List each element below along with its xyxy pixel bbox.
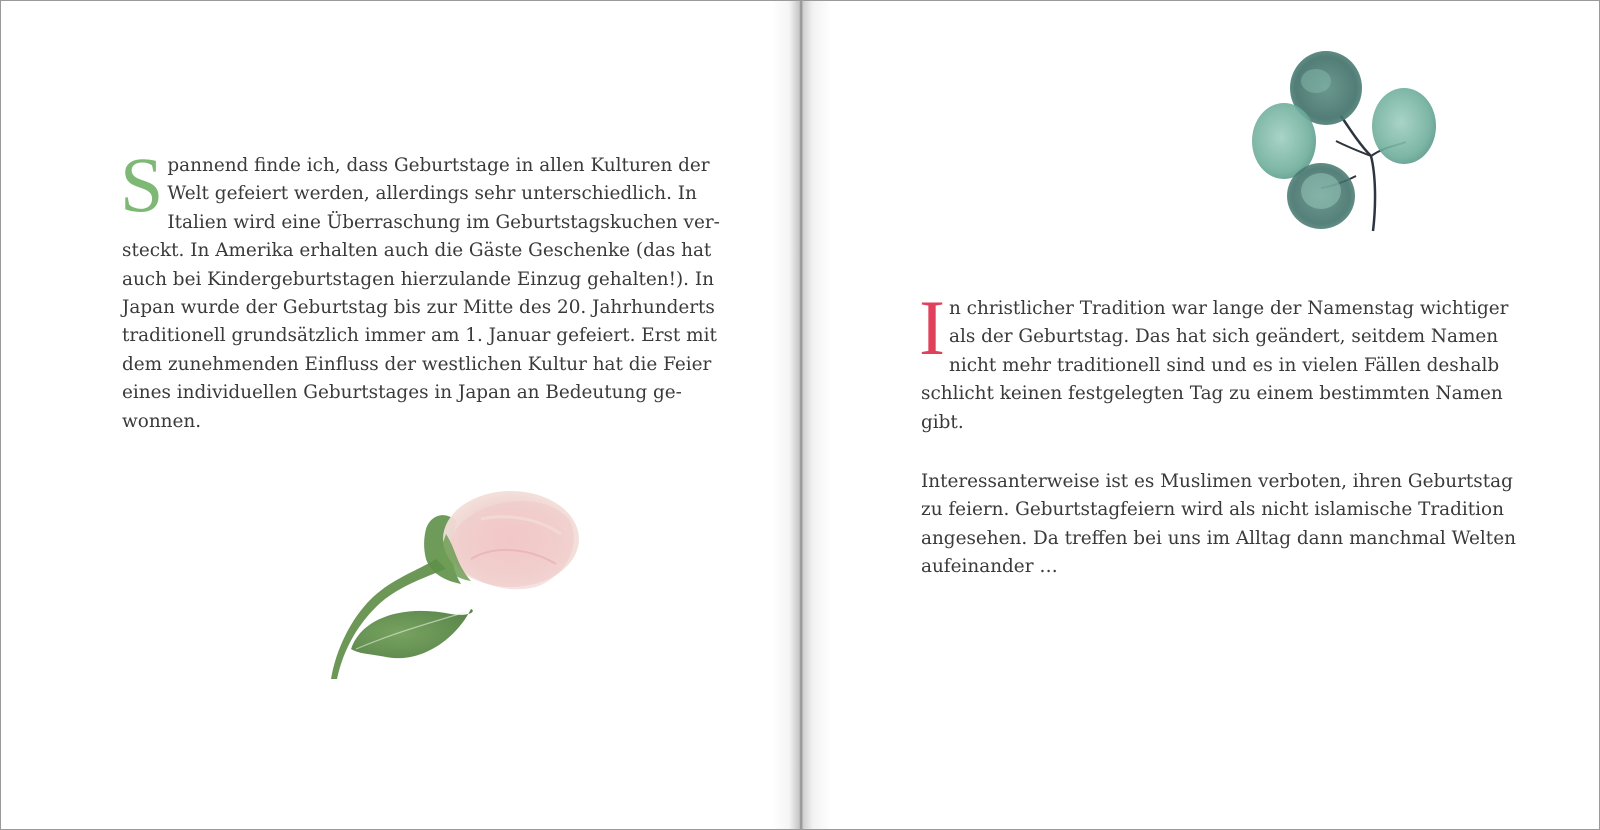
text-line: schlicht keinen festgelegten Tag zu einem bestimmten Namen bbox=[921, 383, 1503, 405]
text-line: eines individuellen Geburtstages in Japan an Bedeutung ge- bbox=[122, 382, 682, 404]
text-line: wonnen. bbox=[122, 410, 202, 432]
text-line: n christlicher Tradition war lange der Namenstag wichtiger bbox=[948, 298, 1509, 319]
text-line: pannend finde ich, dass Geburtstage in allen Kulturen der bbox=[167, 155, 710, 176]
left-page-text bbox=[120, 141, 720, 436]
drop-cap-s: S bbox=[120, 141, 164, 228]
text-line: aufeinander … bbox=[921, 556, 1058, 578]
text-line: Italien wird eine Überraschung im Geburtstagskuchen ver- bbox=[167, 211, 720, 233]
text-line: gibt. bbox=[921, 411, 964, 433]
eucalyptus-illustration bbox=[1246, 46, 1446, 241]
text-line: Welt gefeiert werden, allerdings sehr unterschiedlich. In bbox=[167, 183, 697, 205]
right-page-paragraph-1 bbox=[919, 284, 1509, 437]
drop-cap-i: I bbox=[919, 284, 945, 371]
text-line: nicht mehr traditionell sind und es in vielen Fällen deshalb bbox=[948, 354, 1500, 376]
text-line: zu feiern. Geburtstagfeiern wird als nicht islamische Tradition bbox=[921, 499, 1504, 521]
text-line: dem zunehmenden Einfluss der westlichen Kultur hat die Feier bbox=[122, 353, 712, 375]
flower-bud-illustration bbox=[331, 489, 601, 689]
text-line: auch bei Kindergeburtstagen hierzulande Einzug gehalten!). In bbox=[122, 268, 714, 290]
text-line: angesehen. Da treffen bei uns im Alltag dann manchmal Welten bbox=[921, 527, 1516, 549]
text-line: steckt. In Amerika erhalten auch die Gäste Geschenke (das hat bbox=[122, 240, 712, 262]
text-line: Japan wurde der Geburtstag bis zur Mitte des 20. Jahrhunderts bbox=[122, 297, 715, 319]
text-line: Interessanterweise ist es Muslimen verboten, ihren Geburtstag bbox=[921, 471, 1513, 492]
text-line: traditionell grundsätzlich immer am 1. Januar gefeiert. Erst mit bbox=[122, 325, 717, 347]
text-line: als der Geburtstag. Das hat sich geändert, seitdem Namen bbox=[948, 326, 1499, 348]
right-page-paragraph-2 bbox=[921, 468, 1516, 582]
